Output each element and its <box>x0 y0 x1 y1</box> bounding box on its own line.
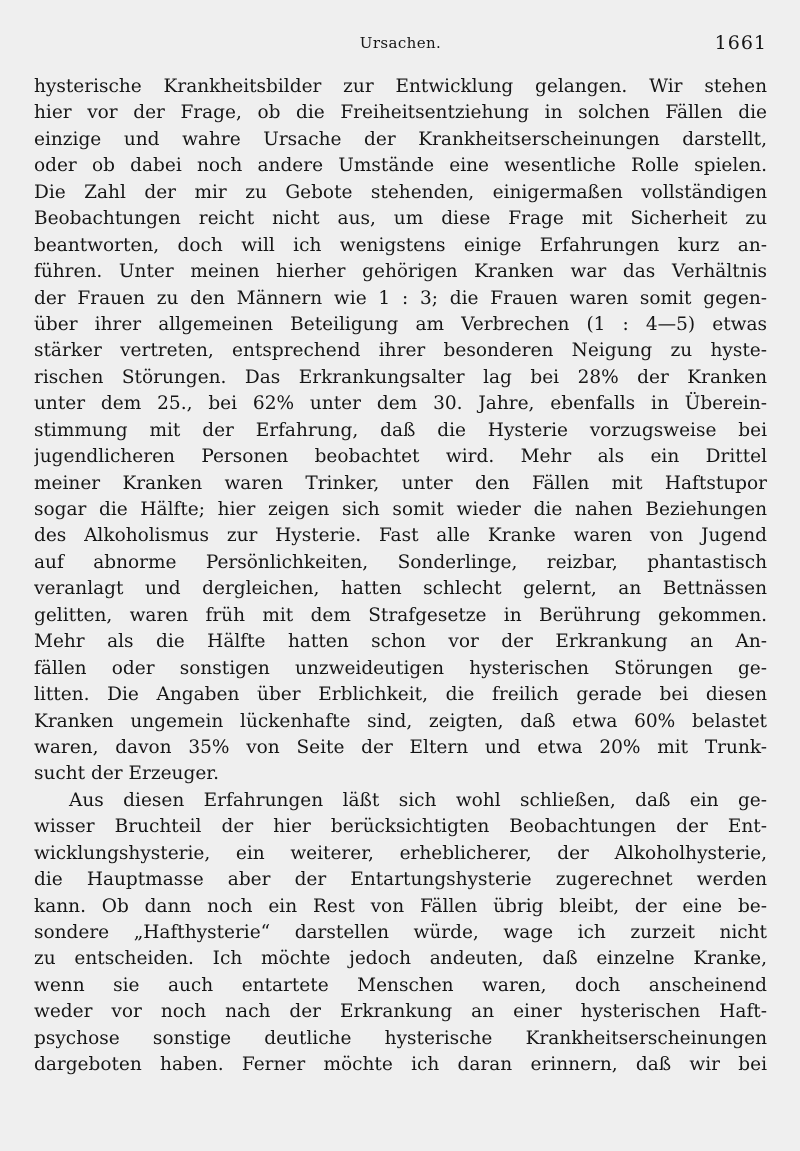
text-line: meiner Kranken waren Trinker, unter den Fällen mit Haftstupor <box>34 472 767 494</box>
text-line: litten. Die Angaben über Erblichkeit, die freilich gerade bei diesen <box>34 684 767 706</box>
text-line: Aus diesen Erfahrungen läßt sich wohl schließen, daß ein ge- <box>69 789 767 811</box>
text-line: auf abnorme Persönlichkeiten, Sonderlinge, reizbar, phantastisch <box>34 551 767 573</box>
paragraph-2 <box>34 788 767 1079</box>
text-line: gelitten, waren früh mit dem Strafgesetze in Berührung gekommen. <box>34 604 767 626</box>
text-line: weder vor noch nach der Erkrankung an einer hysterischen Haft- <box>34 1001 767 1023</box>
text-line: Beobachtungen reicht nicht aus, um diese Frage mit Sicherheit zu <box>34 208 767 230</box>
text-line: stärker vertreten, entsprechend ihrer besonderen Neigung zu hyste- <box>34 340 767 362</box>
running-header <box>34 30 767 58</box>
paragraph-1 <box>34 74 767 788</box>
text-line: psychose sonstige deutliche hysterische Krankheitserscheinungen <box>34 1027 767 1049</box>
text-line: wisser Bruchteil der hier berücksichtigten Beobachtungen der Ent- <box>34 816 767 838</box>
text-line: hysterische Krankheitsbilder zur Entwicklung gelangen. Wir stehen <box>34 76 767 97</box>
running-title: Ursachen. <box>359 34 442 52</box>
text-line: beantworten, doch will ich wenigstens einige Erfahrungen kurz an- <box>34 234 767 256</box>
text-line: kann. Ob dann noch ein Rest von Fällen übrig bleibt, der eine be- <box>34 895 767 917</box>
text-line: sogar die Hälfte; hier zeigen sich somit wieder die nahen Beziehungen <box>34 499 767 520</box>
page-number: 1661 <box>714 32 767 54</box>
text-line: führen. Unter meinen hierher gehörigen Kranken war das Verhältnis <box>34 261 767 283</box>
text-line: rischen Störungen. Das Erkrankungsalter lag bei 28% der Kranken <box>34 366 767 388</box>
text-line: jugendlicheren Personen beobachtet wird. Mehr als ein Drittel <box>34 446 767 468</box>
text-line: waren, davon 35% von Seite der Eltern und etwa 20% mit Trunk- <box>34 736 767 758</box>
text-line: oder ob dabei noch andere Umstände eine wesentliche Rolle spielen. <box>34 155 767 177</box>
text-line: über ihrer allgemeinen Beteiligung am Verbrechen (1 : 4—5) etwas <box>34 313 767 335</box>
text-line: unter dem 25., bei 62% unter dem 30. Jahre, ebenfalls in Überein- <box>34 393 767 415</box>
text-line: des Alkoholismus zur Hysterie. Fast alle Kranke waren von Jugend <box>34 525 767 547</box>
text-line: Die Zahl der mir zu Gebote stehenden, einigermaßen vollständigen <box>34 181 767 203</box>
body-text <box>34 74 767 1079</box>
text-line: Kranken ungemein lückenhafte sind, zeigten, daß etwa 60% belastet <box>34 710 767 732</box>
text-line: veranlagt und dergleichen, hatten schlecht gelernt, an Bettnässen <box>34 578 767 600</box>
text-line: zu entscheiden. Ich möchte jedoch andeuten, daß einzelne Kranke, <box>34 948 767 970</box>
text-line: einzige und wahre Ursache der Krankheitserscheinungen darstellt, <box>34 128 767 150</box>
text-line: fällen oder sonstigen unzweideutigen hysterischen Störungen ge- <box>34 657 767 679</box>
text-line: hier vor der Frage, ob die Freiheitsentziehung in solchen Fällen die <box>34 102 767 124</box>
text-line: stimmung mit der Erfahrung, daß die Hysterie vorzugsweise bei <box>34 419 767 441</box>
text-line: wenn sie auch entartete Menschen waren, doch anscheinend <box>34 974 767 996</box>
text-line: dargeboten haben. Ferner möchte ich daran erinnern, daß wir bei <box>34 1054 767 1076</box>
text-line: sucht der Erzeuger. <box>34 763 219 785</box>
text-line: die Hauptmasse aber der Entartungshysterie zugerechnet werden <box>34 869 767 891</box>
text-line: der Frauen zu den Männern wie 1 : 3; die Frauen waren somit gegen- <box>34 287 767 309</box>
text-line: sondere „Hafthysterie“ darstellen würde, wage ich zurzeit nicht <box>34 922 767 943</box>
text-line: Mehr als die Hälfte hatten schon vor der Erkrankung an An- <box>34 631 767 653</box>
text-line: wicklungshysterie, ein weiterer, erheblicherer, der Alkoholhysterie, <box>34 842 767 864</box>
